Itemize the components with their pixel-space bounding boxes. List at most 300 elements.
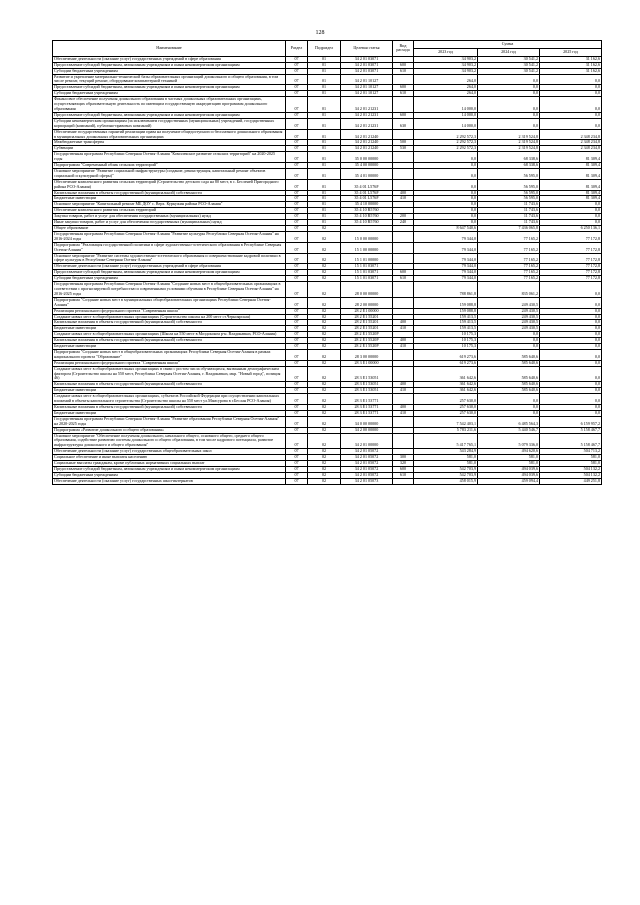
cell-podrazdel: 01 [308, 129, 341, 140]
cell-2023: 10 175,3 [414, 344, 478, 350]
cell-2024: 2 319 524,8 [478, 146, 540, 152]
cell-razdel: 07 [286, 461, 308, 467]
cell-razdel: 07 [286, 308, 308, 314]
cell-target-article: 35 0 00 00000 [341, 152, 393, 163]
cell-2023: 0,0 [414, 208, 478, 214]
cell-2024: 6 485 564,3 [478, 416, 540, 427]
cell-2023: 257 630,0 [414, 405, 478, 411]
header-sum: Сумма [414, 41, 602, 49]
cell-expense-type: 500 [393, 140, 414, 146]
cell-expense-type: 410 [393, 388, 414, 394]
cell-razdel: 07 [286, 202, 308, 208]
cell-podrazdel: 01 [308, 68, 341, 74]
cell-podrazdel: 01 [308, 168, 341, 179]
cell-2025: 2 348 234,8 [540, 146, 602, 152]
cell-2023: 2 292 572,3 [414, 146, 478, 152]
cell-name: Подпрограмма "Создание новых мест в общеобразовательных организациях Республики Северная Осетия-Алания в рамках национального проекта "Образование" [53, 349, 286, 360]
cell-2024: 249 430,5 [478, 320, 540, 326]
cell-name: Создание новых мест в общеобразовательных организациях (Строительство школы на 200 мест ст.Черноярская) [53, 314, 286, 320]
cell-2024: 0,0 [478, 332, 540, 338]
cell-podrazdel: 02 [308, 270, 341, 276]
cell-2023: 79 344,0 [414, 264, 478, 270]
cell-2025: 31 162,6 [540, 56, 602, 62]
cell-podrazdel: 02 [308, 314, 341, 320]
cell-expense-type [393, 282, 414, 298]
cell-target-article: 34 2 01 05073 [341, 478, 393, 484]
cell-2025: 0,0 [540, 366, 602, 382]
table-body [53, 56, 602, 484]
header-podrazdel: Подраздел [308, 41, 341, 57]
cell-2024: 581,0 [478, 455, 540, 461]
cell-2025: 0,0 [540, 220, 602, 226]
cell-expense-type [393, 97, 414, 113]
cell-2025: 6 159 957,2 [540, 416, 602, 427]
header-year-2023: 2023 год [414, 48, 478, 56]
cell-2025: 81 309,4 [540, 179, 602, 190]
cell-name: Государственная программа Республики Северная Осетия-Алания "Развитие культуры Республики Северная Осетия-Алания" на 2016-2024 годы [53, 231, 286, 242]
cell-name: Основное мероприятие "Обеспечение получения дошкольного, начального общего, основного общего, среднего общего образования, содействие развитию системы дошкольного и общего образования, в том числе кадрового потенциала, развитие инфраструктуры дошкольного и общего образования" [53, 433, 286, 449]
cell-target-article: 35 4 00 00000 [341, 163, 393, 169]
cell-2025: 0,0 [540, 97, 602, 113]
cell-expense-type: 600 [393, 85, 414, 91]
cell-2024: 459 094,4 [478, 478, 540, 484]
cell-2025: 31 162,6 [540, 68, 602, 74]
cell-2024: 0,0 [478, 410, 540, 416]
cell-2024: 68 338,6 [478, 163, 540, 169]
cell-2025: 0,0 [540, 320, 602, 326]
cell-razdel: 07 [286, 410, 308, 416]
cell-podrazdel: 02 [308, 231, 341, 242]
cell-2023: 159 413,5 [414, 314, 478, 320]
cell-name: Основное мероприятие "Капитальный ремонт МБ ДОУ с. Верх. Куркужин района РСО-Алания" [53, 202, 286, 208]
cell-name: Бюджетные инвестиции [53, 344, 286, 350]
cell-target-article: 15 0 00 00000 [341, 231, 393, 242]
cell-2025: 0,0 [540, 394, 602, 405]
cell-name: Бюджетные инвестиции [53, 410, 286, 416]
cell-2023: 0,0 [414, 214, 478, 220]
cell-2024: 835 061,2 [478, 282, 540, 298]
cell-razdel: 07 [286, 449, 308, 455]
cell-razdel: 07 [286, 62, 308, 68]
cell-name: Бюджетные инвестиции [53, 196, 286, 202]
cell-target-article: 15 1 00 00000 [341, 242, 393, 253]
cell-expense-type: 400 [393, 405, 414, 411]
cell-target-article: 34 2 01 05072 [341, 449, 393, 455]
cell-target-article: 28 2 E1 55201 [341, 320, 393, 326]
cell-2023: 159 413,5 [414, 320, 478, 326]
cell-target-article: 28 3 E1 53771 [341, 405, 393, 411]
cell-2023: 10 175,3 [414, 338, 478, 344]
cell-razdel: 07 [286, 320, 308, 326]
cell-razdel: 07 [286, 190, 308, 196]
cell-2023: 257 630,0 [414, 410, 478, 416]
cell-name: Обеспечение деятельности (оказание услуг) государственных школ-интернатов [53, 478, 286, 484]
cell-name: Субсидии бюджетным учреждениям [53, 276, 286, 282]
cell-razdel: 07 [286, 416, 308, 427]
cell-2025: 2 348 234,8 [540, 129, 602, 140]
cell-2025: 0,0 [540, 360, 602, 366]
cell-podrazdel: 02 [308, 338, 341, 344]
cell-razdel: 07 [286, 366, 308, 382]
cell-expense-type [393, 366, 414, 382]
cell-2023: 0,0 [414, 152, 478, 163]
cell-name: Закупка товаров, работ и услуг для обеспечения государственных (муниципальных) нужд [53, 214, 286, 220]
cell-2025: 0,0 [540, 85, 602, 91]
cell-2025: 581,0 [540, 461, 602, 467]
cell-podrazdel: 02 [308, 242, 341, 253]
cell-expense-type [393, 179, 414, 190]
cell-2025: 0,0 [540, 208, 602, 214]
cell-2025: 31 162,6 [540, 62, 602, 68]
table-row [53, 478, 602, 484]
cell-razdel: 07 [286, 297, 308, 308]
cell-2024: 56 595,0 [478, 168, 540, 179]
cell-name: Создание новых мест в общеобразовательных организациях в связи с ростом числа обучающихся, вызванным демографическим фактором (Строительство школы на 550 мест, Республика Северная Осетия-Алания, г. Владикавказ, мкр. "Новый город", позиция 46) [53, 366, 286, 382]
cell-name: Развитие и укрепление материально-технической базы образовательных организаций дошкольного и общего образования, в том числе ремонт, текущий ремонт, оборудование компьютерной техникой [53, 74, 286, 85]
cell-2025: 0,0 [540, 112, 602, 118]
cell-razdel: 07 [286, 253, 308, 264]
cell-expense-type [393, 297, 414, 308]
cell-2024: 0,0 [478, 97, 540, 113]
cell-razdel: 07 [286, 231, 308, 242]
cell-razdel: 07 [286, 112, 308, 118]
cell-razdel: 07 [286, 472, 308, 478]
cell-name: Капитальные вложения в объекты государственной (муниципальной) собственности [53, 338, 286, 344]
cell-2024: 249 430,5 [478, 326, 540, 332]
cell-target-article: 28 2 E1 00000 [341, 308, 393, 314]
cell-2023: 619 273,6 [414, 349, 478, 360]
cell-2025: 81 309,4 [540, 152, 602, 163]
cell-razdel: 07 [286, 344, 308, 350]
cell-2025: 0,0 [540, 332, 602, 338]
cell-2025: 0,0 [540, 410, 602, 416]
cell-2025: 504 132,2 [540, 466, 602, 472]
cell-podrazdel: 01 [308, 163, 341, 169]
cell-2024: 581,0 [478, 461, 540, 467]
cell-2024: 5 079 336,0 [478, 433, 540, 449]
cell-expense-type: 410 [393, 410, 414, 416]
cell-expense-type: 300 [393, 455, 414, 461]
cell-podrazdel: 02 [308, 320, 341, 326]
cell-target-article: 35 4 01 00000 [341, 168, 393, 179]
cell-expense-type [393, 416, 414, 427]
cell-2024: 249 430,5 [478, 297, 540, 308]
cell-2023: 2 292 572,3 [414, 140, 478, 146]
cell-2024: 0,0 [478, 394, 540, 405]
cell-2023: 10 175,3 [414, 332, 478, 338]
cell-2024: 0,0 [478, 344, 540, 350]
cell-target-article: 28 2 E1 5520P [341, 338, 393, 344]
cell-2024: 494 620,6 [478, 449, 540, 455]
cell-2023: 34 903,2 [414, 62, 478, 68]
cell-name: Подпрограмма "Современный облик сельских территорий" [53, 163, 286, 169]
cell-target-article: 35 4 10 R5760 [341, 220, 393, 226]
table-row [53, 282, 602, 298]
cell-name: Создание новых мест в общеобразовательных организациях (Школа на 550 мест в Моздокском р-н. Владикавказ, РСО-Алания) [53, 332, 286, 338]
cell-2024: 56 595,0 [478, 190, 540, 196]
cell-expense-type: 400 [393, 320, 414, 326]
table-row [53, 366, 602, 382]
cell-name: Иные закупки товаров, работ и услуг для обеспечения государственных (муниципальных) нужд [53, 220, 286, 226]
cell-2024: 30 541,2 [478, 62, 540, 68]
table-row [53, 179, 602, 190]
cell-expense-type: 600 [393, 112, 414, 118]
cell-podrazdel: 01 [308, 112, 341, 118]
cell-target-article: 34 2 01 00000 [341, 433, 393, 449]
cell-podrazdel: 02 [308, 276, 341, 282]
cell-expense-type [393, 129, 414, 140]
cell-2025: 0,0 [540, 202, 602, 208]
cell-target-article: 15 1 01 03071 [341, 276, 393, 282]
cell-target-article: 28 2 E1 5520P [341, 332, 393, 338]
cell-2023: 79 344,0 [414, 231, 478, 242]
cell-target-article: 34 2 01 03071 [341, 68, 393, 74]
cell-expense-type: 600 [393, 62, 414, 68]
cell-2023: 581,0 [414, 461, 478, 467]
cell-target-article: 34 2 01 10127 [341, 91, 393, 97]
table-row [53, 416, 602, 427]
cell-razdel: 07 [286, 433, 308, 449]
cell-target-article: 28 3 E1 53771 [341, 394, 393, 405]
cell-2025: 81 309,4 [540, 168, 602, 179]
cell-target-article: 28 2 00 00000 [341, 297, 393, 308]
cell-2024: 11 743,6 [478, 208, 540, 214]
cell-2024: 0,0 [478, 91, 540, 97]
header-name: Наименование [53, 41, 286, 57]
cell-podrazdel: 02 [308, 360, 341, 366]
cell-name: Социальное обеспечение и иные выплаты населению [53, 455, 286, 461]
cell-name: Капитальные вложения в объекты государственной (муниципальной) собственности [53, 382, 286, 388]
cell-expense-type [393, 394, 414, 405]
cell-target-article: 34 2 01 05072 [341, 472, 393, 478]
cell-razdel: 07 [286, 478, 308, 484]
cell-podrazdel: 01 [308, 179, 341, 190]
cell-expense-type [393, 231, 414, 242]
cell-podrazdel: 02 [308, 308, 341, 314]
cell-expense-type: 610 [393, 276, 414, 282]
cell-podrazdel: 02 [308, 472, 341, 478]
cell-name: Государственная программа Республики Северная Осетия-Алания "Создание новых мест в общеобразовательных организациях в соответствии с прогнозируемой потребностью и современными условиями обучения в Республике Северная Осетия-Алания" на 2016-2025 годы [53, 282, 286, 298]
cell-podrazdel: 02 [308, 326, 341, 332]
cell-2024: 11 743,6 [478, 220, 540, 226]
cell-name: Основное мероприятие "Развитие системы художественно-эстетического образования и совершенствование кадровой политики в сфере культуры в Республике Северная Осетия-Алания" [53, 253, 286, 264]
cell-razdel: 07 [286, 405, 308, 411]
cell-2023: 0,0 [414, 202, 478, 208]
cell-target-article: 15 1 01 00000 [341, 253, 393, 264]
cell-2024: 585 640,6 [478, 366, 540, 382]
cell-target-article: 34 2 01 10127 [341, 74, 393, 85]
cell-target-article: 35 4 10 00000 [341, 202, 393, 208]
cell-2024: 585 640,6 [478, 382, 540, 388]
cell-razdel: 07 [286, 208, 308, 214]
cell-razdel: 07 [286, 97, 308, 113]
cell-2025: 81 309,4 [540, 196, 602, 202]
cell-name: Реализация регионального федерального проекта "Современная школа" [53, 360, 286, 366]
cell-2024: 0,0 [478, 74, 540, 85]
cell-razdel: 07 [286, 276, 308, 282]
cell-razdel: 07 [286, 455, 308, 461]
cell-2023: 34 903,2 [414, 68, 478, 74]
cell-razdel: 07 [286, 332, 308, 338]
cell-podrazdel: 01 [308, 74, 341, 85]
cell-name: Капитальные вложения в объекты государственной (муниципальной) собственности [53, 320, 286, 326]
cell-expense-type: 610 [393, 472, 414, 478]
cell-podrazdel: 02 [308, 344, 341, 350]
cell-target-article: 34 0 00 00000 [341, 416, 393, 427]
cell-expense-type: 610 [393, 91, 414, 97]
cell-name: Государственная программа Республики Северная Осетия-Алания "Развитие образования Республики Северная Осетия-Алания" на 2020-2025 годы [53, 416, 286, 427]
cell-razdel: 07 [286, 214, 308, 220]
cell-2024: 77 165,2 [478, 242, 540, 253]
cell-podrazdel: 02 [308, 226, 341, 232]
cell-name: Бюджетные инвестиции [53, 326, 286, 332]
cell-2023: 5 783 211,6 [414, 427, 478, 433]
cell-target-article: 34 2 00 00000 [341, 427, 393, 433]
cell-expense-type: 610 [393, 68, 414, 74]
cell-expense-type [393, 253, 414, 264]
cell-target-article: 35 4 10 R5760 [341, 208, 393, 214]
cell-2025: 449 251,8 [540, 478, 602, 484]
cell-razdel: 07 [286, 394, 308, 405]
cell-podrazdel: 01 [308, 146, 341, 152]
cell-2025: 0,0 [540, 214, 602, 220]
cell-podrazdel: 01 [308, 140, 341, 146]
cell-name: Подпрограмма «Развитие дошкольного и общего образования» [53, 427, 286, 433]
cell-2023: 458 015,9 [414, 478, 478, 484]
cell-2024: 0,0 [478, 338, 540, 344]
cell-expense-type: 530 [393, 146, 414, 152]
header-target-article: Целевая статья [341, 41, 393, 57]
table-row [53, 297, 602, 308]
cell-podrazdel: 02 [308, 349, 341, 360]
cell-expense-type: 600 [393, 270, 414, 276]
cell-target-article: 15 1 01 03071 [341, 264, 393, 270]
table-row [53, 349, 602, 360]
cell-2024: 0,0 [478, 85, 540, 91]
cell-target-article: 34 2 01 21231 [341, 97, 393, 113]
cell-podrazdel: 02 [308, 461, 341, 467]
cell-2025: 0,0 [540, 338, 602, 344]
cell-target-article: 35 4 01 L576F [341, 196, 393, 202]
table-row [53, 152, 602, 163]
cell-expense-type: 410 [393, 344, 414, 350]
cell-2025: 81 309,4 [540, 190, 602, 196]
cell-2023: 0,0 [414, 168, 478, 179]
cell-name: Капитальные вложения в объекты государственной (муниципальной) собственности [53, 405, 286, 411]
cell-2025: 77 172,8 [540, 253, 602, 264]
cell-razdel: 07 [286, 338, 308, 344]
cell-2025: 5 158 467,7 [540, 427, 602, 433]
cell-podrazdel: 01 [308, 118, 341, 129]
cell-podrazdel: 02 [308, 264, 341, 270]
cell-target-article: 28 3 E1 53051 [341, 366, 393, 382]
cell-2025: 0,0 [540, 314, 602, 320]
cell-name: Субсидии бюджетным учреждениям [53, 68, 286, 74]
cell-podrazdel: 02 [308, 253, 341, 264]
cell-podrazdel: 01 [308, 85, 341, 91]
cell-razdel: 07 [286, 382, 308, 388]
cell-2024: 2 319 524,8 [478, 140, 540, 146]
page-number: 128 [315, 30, 325, 36]
cell-expense-type [393, 478, 414, 484]
cell-2025: 0,0 [540, 388, 602, 394]
cell-2023: 542 703,9 [414, 472, 478, 478]
cell-razdel: 07 [286, 163, 308, 169]
cell-expense-type [393, 349, 414, 360]
cell-2024: 249 430,5 [478, 308, 540, 314]
cell-2025: 81 309,4 [540, 163, 602, 169]
cell-razdel: 07 [286, 282, 308, 298]
cell-podrazdel: 01 [308, 208, 341, 214]
cell-2023: 0,0 [414, 163, 478, 169]
cell-razdel: 07 [286, 264, 308, 270]
cell-podrazdel: 01 [308, 56, 341, 62]
cell-expense-type: 410 [393, 196, 414, 202]
cell-name: Государственная программа Республики Северная Осетия-Алания "Комплексное развитие сельских территорий" на 2020-2025 годы [53, 152, 286, 163]
cell-2024: 77 165,2 [478, 264, 540, 270]
cell-2023: 8 647 540,6 [414, 226, 478, 232]
cell-target-article: 34 2 01 03071 [341, 62, 393, 68]
cell-2025: 0,0 [540, 308, 602, 314]
cell-name: Предоставление субсидий бюджетным, автономным учреждениям и иным некоммерческим организациям [53, 85, 286, 91]
cell-2023: 0,0 [414, 190, 478, 196]
cell-razdel: 07 [286, 118, 308, 129]
cell-podrazdel: 01 [308, 202, 341, 208]
cell-2025: 581,0 [540, 455, 602, 461]
cell-2023: 264,0 [414, 74, 478, 85]
cell-podrazdel: 02 [308, 394, 341, 405]
cell-name: Субсидии бюджетным учреждениям [53, 91, 286, 97]
cell-podrazdel: 01 [308, 152, 341, 163]
cell-podrazdel: 02 [308, 332, 341, 338]
cell-expense-type [393, 74, 414, 85]
cell-target-article: 28 0 00 00000 [341, 282, 393, 298]
table-row [53, 242, 602, 253]
cell-expense-type [393, 242, 414, 253]
cell-2024: 11 743,6 [478, 202, 540, 208]
cell-2025: 0,0 [540, 344, 602, 350]
cell-podrazdel: 01 [308, 220, 341, 226]
cell-target-article: 34 2 01 21240 [341, 146, 393, 152]
cell-target-article: 34 2 01 03071 [341, 56, 393, 62]
cell-2023: 79 344,0 [414, 242, 478, 253]
cell-2023: 788 861,8 [414, 282, 478, 298]
cell-2025: 6 250 136,1 [540, 226, 602, 232]
cell-2025: 504 713,2 [540, 449, 602, 455]
cell-2023: 159 413,5 [414, 326, 478, 332]
cell-name: Обеспечение комплексного развития сельских территорий (Строительство детского сада на 80 мест, в с. Бесленей Пригородного района РСО-Алания) [53, 179, 286, 190]
cell-2023: 14 000,0 [414, 118, 478, 129]
cell-name: Создание новых мест в общеобразовательных организациях, субъектов Российской Федерации при осуществлении капитальных вложений в объекты капитального строительства (Строительство школы на 550 мест ул.Мамсурова в г.Беслан РСО-Алания) [53, 394, 286, 405]
cell-razdel: 07 [286, 146, 308, 152]
cell-2025: 77 172,8 [540, 231, 602, 242]
cell-podrazdel: 01 [308, 91, 341, 97]
cell-name: Предоставление субсидий бюджетным, автономным учреждениям и иным некоммерческим организациям [53, 466, 286, 472]
cell-razdel: 07 [286, 68, 308, 74]
cell-2023: 2 292 572,3 [414, 129, 478, 140]
cell-expense-type: 630 [393, 118, 414, 129]
cell-2023: 79 344,0 [414, 270, 478, 276]
cell-2024: 68 338,6 [478, 152, 540, 163]
cell-razdel: 07 [286, 314, 308, 320]
cell-razdel: 07 [286, 85, 308, 91]
table-row [53, 129, 602, 140]
cell-name: Финансовое обеспечение получения дошкольного образования в частных дошкольных образовательных организациях, осуществляющих образовательную деятельность по имеющим государственную аккредитацию программам дошкольного образования [53, 97, 286, 113]
cell-2024: 494 039,6 [478, 472, 540, 478]
cell-target-article: 34 2 01 10127 [341, 85, 393, 91]
cell-2025: 77 172,8 [540, 276, 602, 282]
cell-podrazdel: 01 [308, 214, 341, 220]
